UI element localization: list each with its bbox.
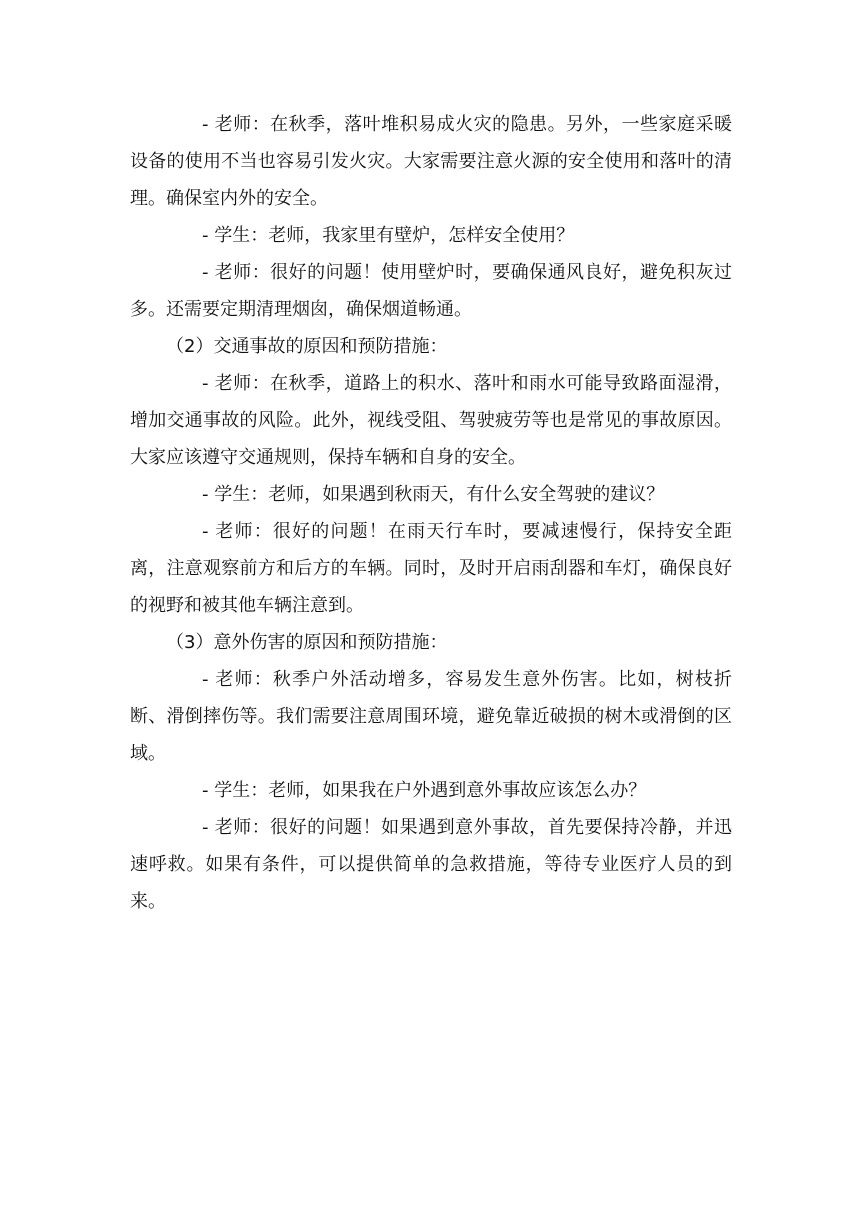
document-body: [130, 106, 732, 920]
section-heading-traffic: （2）交通事故的原因和预防措施：: [166, 336, 448, 357]
teacher-line-fireplace-answer: - 老师：很好的问题！使用壁炉时，要确保通风良好，避免积灰过多。还需要定期清理烟囱，确保烟道畅通。: [130, 262, 732, 320]
teacher-line-injury-causes: - 老师：秋季户外活动增多，容易发生意外伤害。比如，树枝折断、滑倒摔伤等。我们需要注意周围环境，避免靠近破损的树木或滑倒的区域。: [130, 669, 732, 764]
teacher-line-fire-causes: - 老师：在秋季，落叶堆积易成火灾的隐患。另外，一些家庭采暖设备的使用不当也容易引发火灾。大家需要注意火源的安全使用和落叶的清理。确保室内外的安全。: [130, 114, 732, 209]
teacher-line-rainy-driving-answer: - 老师：很好的问题！在雨天行车时，要减速慢行，保持安全距离，注意观察前方和后方的车辆。同时，及时开启雨刮器和车灯，确保良好的视野和被其他车辆注意到。: [130, 521, 732, 616]
teacher-line-traffic-causes: - 老师：在秋季，道路上的积水、落叶和雨水可能导致路面湿滑，增加交通事故的风险。此外，视线受阻、驾驶疲劳等也是常见的事故原因。大家应该遵守交通规则，保持车辆和自身的安全。: [130, 373, 732, 468]
student-line-rainy-driving: - 学生：老师，如果遇到秋雨天，有什么安全驾驶的建议？: [202, 484, 665, 505]
student-line-outdoor-accident: - 学生：老师，如果我在户外遇到意外事故应该怎么办？: [202, 780, 647, 801]
section-heading-injury: （3）意外伤害的原因和预防措施：: [166, 632, 448, 653]
teacher-line-outdoor-accident-answer: - 老师：很好的问题！如果遇到意外事故，首先要保持冷静，并迅速呼救。如果有条件，可以提供简单的急救措施，等待专业医疗人员的到来。: [130, 817, 732, 912]
student-line-fireplace: - 学生：老师，我家里有壁炉，怎样安全使用？: [202, 225, 575, 246]
